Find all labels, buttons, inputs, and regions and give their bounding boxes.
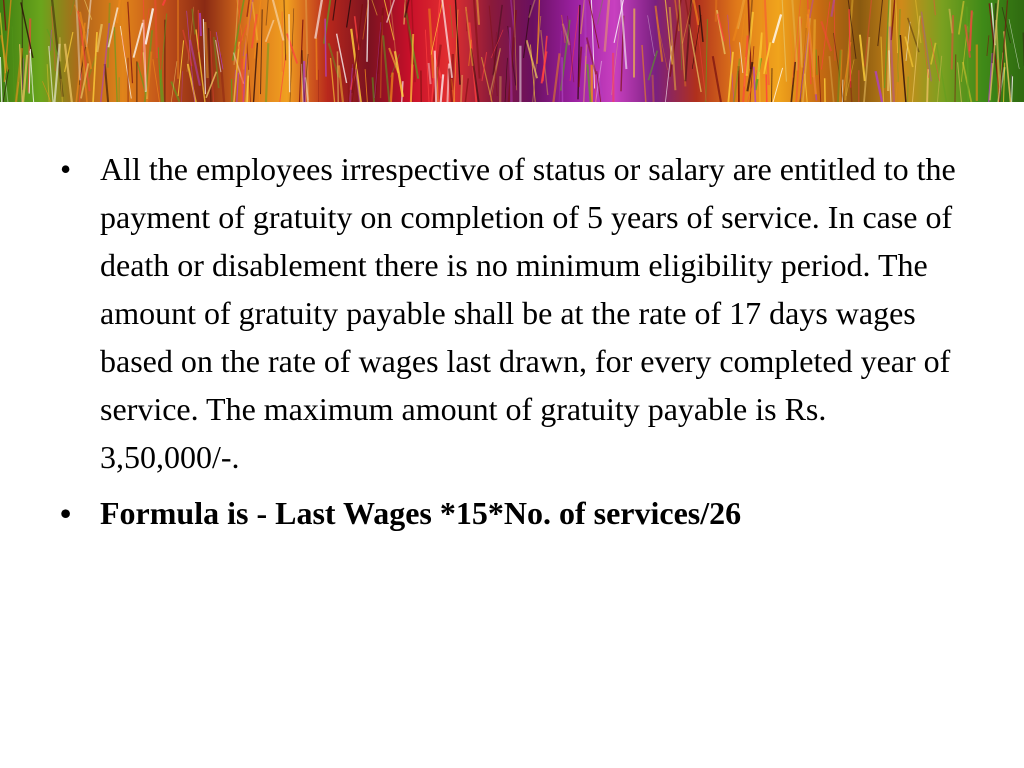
- banner-streak: [65, 44, 77, 102]
- banner-streak: [348, 79, 349, 102]
- banner-streak: [834, 0, 835, 61]
- banner-streak: [315, 0, 324, 39]
- banner-streak: [800, 17, 802, 68]
- banner-streak: [266, 20, 274, 42]
- banner-streak: [773, 14, 781, 43]
- banner-streak: [1009, 19, 1019, 69]
- banner-streak: [754, 67, 756, 102]
- banner-streak: [450, 5, 453, 38]
- banner-streaks-image: [0, 0, 1024, 102]
- banner-streak: [881, 37, 884, 102]
- banner-streak: [689, 25, 701, 93]
- banner-streak: [61, 79, 66, 102]
- banner-streak: [921, 18, 928, 78]
- bullet-list: [60, 145, 970, 537]
- banner-streak: [93, 32, 97, 102]
- banner-streak: [818, 56, 823, 102]
- banner-streak: [865, 0, 873, 67]
- banner-streak: [220, 55, 225, 102]
- banner-streak: [816, 50, 817, 76]
- banner-streak: [713, 56, 722, 102]
- banner-streak: [181, 71, 183, 102]
- banner-streak: [284, 0, 286, 60]
- banner-streak: [656, 17, 667, 71]
- banner-streak: [905, 37, 913, 67]
- banner-streak: [97, 24, 102, 52]
- banner-streak: [595, 71, 596, 102]
- banner-streak: [967, 7, 968, 102]
- banner-streak: [232, 79, 234, 102]
- banner-streak: [829, 56, 837, 102]
- banner-streak: [705, 19, 707, 102]
- banner-streak: [831, 0, 836, 17]
- banner-streak: [163, 0, 173, 6]
- banner-streak: [252, 43, 258, 102]
- banner-streak: [114, 27, 118, 102]
- banner-streak: [500, 76, 501, 102]
- banner-streak: [105, 64, 114, 102]
- banner-streak: [192, 9, 195, 35]
- banner-streak: [759, 72, 760, 102]
- banner-streak: [47, 64, 50, 102]
- banner-streak: [740, 42, 743, 73]
- banner-streak: [421, 71, 422, 103]
- banner-streak: [287, 34, 297, 64]
- banner-streak: [1011, 75, 1012, 96]
- banner-streak: [178, 40, 184, 96]
- banner-streak: [934, 0, 936, 15]
- banner-streak: [860, 35, 865, 81]
- banner-streak: [368, 0, 377, 15]
- banner-streak: [454, 10, 458, 103]
- banner-streak: [333, 0, 337, 21]
- banner-streak: [365, 69, 369, 102]
- banner-streak: [653, 75, 657, 102]
- banner-streak: [266, 0, 268, 26]
- banner-streak: [265, 43, 268, 102]
- banner-streak: [482, 57, 493, 102]
- banner-streak: [895, 0, 897, 53]
- banner-streak: [503, 58, 507, 102]
- banner-streak: [375, 22, 381, 98]
- banner-streak: [435, 51, 436, 102]
- banner-streak: [613, 53, 614, 102]
- banner-streak: [200, 13, 201, 36]
- banner-streak: [790, 30, 792, 77]
- banner-streak: [922, 12, 932, 82]
- bullet-icon: •: [60, 495, 72, 531]
- banner-streak: [900, 35, 907, 102]
- banner-streak: [605, 0, 610, 52]
- banner-streak: [958, 62, 967, 102]
- banner-streak: [821, 21, 831, 51]
- banner-streak: [52, 44, 59, 102]
- bullet-text: Formula is - Last Wages *15*No. of services/26: [100, 495, 742, 531]
- banner-streak: [952, 15, 953, 69]
- banner-streak: [685, 0, 691, 81]
- banner-streak: [429, 63, 431, 84]
- bullet-item-formula: [60, 489, 970, 537]
- banner-streak: [134, 23, 143, 58]
- banner-streak: [316, 38, 317, 80]
- banner-streak: [562, 57, 563, 102]
- banner-streak: [825, 78, 826, 102]
- banner-streak: [851, 81, 857, 102]
- banner-streak: [970, 10, 972, 51]
- banner-streak: [122, 35, 126, 57]
- banner-streak: [642, 45, 646, 102]
- banner-streak: [771, 68, 783, 102]
- banner-streak: [987, 35, 989, 56]
- banner-streak: [559, 31, 562, 102]
- banner-streak: [771, 68, 772, 102]
- banner-streak: [205, 22, 208, 78]
- banner-streak: [693, 0, 699, 25]
- banner-streak: [289, 14, 290, 92]
- banner-streak: [373, 77, 377, 102]
- banner-streak: [648, 15, 655, 56]
- banner-streak: [3, 0, 6, 31]
- banner-streak: [552, 53, 560, 102]
- banner-streak: [0, 57, 4, 102]
- slide-body: [60, 145, 970, 537]
- banner-streak: [570, 6, 579, 81]
- banner-streak: [891, 0, 895, 40]
- bullet-icon: •: [60, 151, 72, 187]
- banner-streak: [42, 81, 52, 102]
- banner-streak: [585, 0, 586, 56]
- banner-streak: [954, 54, 955, 102]
- banner-streak: [183, 30, 192, 66]
- banner-streak: [911, 16, 920, 102]
- banner-streak: [477, 0, 479, 25]
- banner-streak: [510, 27, 512, 102]
- banner-streak: [243, 59, 244, 102]
- banner-streak: [5, 80, 8, 102]
- banner-streak: [959, 1, 964, 35]
- banner-streak: [931, 43, 936, 65]
- banner-streak: [926, 69, 929, 102]
- banner-streak: [12, 27, 15, 103]
- banner-streak: [198, 10, 199, 52]
- banner-streak: [347, 0, 353, 27]
- banner-streak: [325, 19, 326, 77]
- decorative-banner: [0, 0, 1024, 102]
- banner-streak: [155, 0, 157, 58]
- banner-streak: [598, 0, 604, 25]
- banner-streak: [49, 46, 53, 102]
- bullet-text: All the employees irrespective of status or salary are entitled to the payment of gratuity on completion of 5 years of service. In case of death or disablement there is no minimum eligibility period. The amount of gratuity payable shall be at the rate of 17 days wages based on the rate of wages last drawn, for every completed year of service. The maximum amount of gratuity payable is Rs. 3,50,000/-.: [100, 151, 956, 475]
- bullet-item-eligibility: [60, 145, 970, 481]
